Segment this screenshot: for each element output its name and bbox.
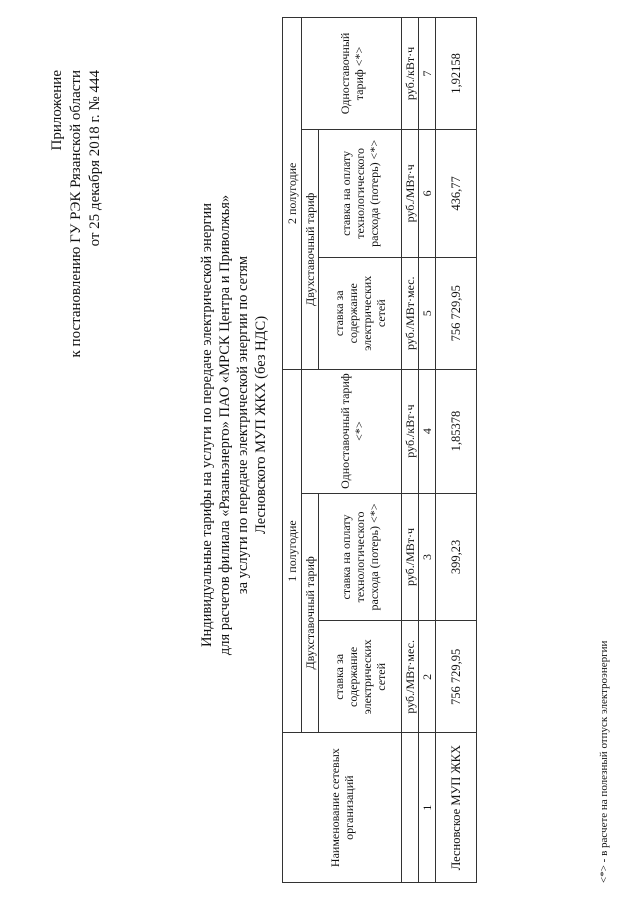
appendix-resolution: к постановлению ГУ РЭК Рязанской области [68,70,84,358]
half1-two-part-header: Двухставочный тариф [302,493,319,733]
col-number: 4 [419,369,436,493]
col-number: 7 [419,18,436,130]
col-number: 3 [419,493,436,621]
tariff-table [282,17,477,883]
value-cell: 756 729,95 [436,257,477,369]
half2-maintenance-header: ставка за содержание электрических сетей [319,257,402,369]
table-row [436,18,477,883]
half1-single-rate-header: Одноставочный тариф <*> [302,369,402,493]
col-number: 6 [419,129,436,257]
title-line-2: для расчетов филиала «Рязаньэнерго» ПАО «МРСК Центра и Приволжья» [217,194,233,656]
value-cell: 756 729,95 [436,621,477,733]
half2-single-rate-header: Одноставочный тариф <*> [302,18,402,130]
footnote: <*> - в расчете на полезный отпуск электроэнергии [598,640,610,883]
title-line-3: за услуги по передаче электрической энергии по сетям [235,255,251,595]
appendix-date-number: от 25 декабря 2018 г. № 444 [87,70,103,247]
unit-half2-maintenance: руб./МВт·мес. [402,257,419,369]
title-line-4: Лесновского МУП ЖКХ (без НДС) [253,315,269,535]
value-cell: 399,23 [436,493,477,621]
half1-losses-header: ставка на оплату технологического расхода (потерь) <*> [319,493,402,621]
value-cell: 1,92158 [436,18,477,130]
appendix-label: Приложение [49,70,65,151]
unit-empty [402,733,419,883]
half1-maintenance-header: ставка за содержание электрических сетей [319,621,402,733]
half1-header: 1 полугодие [283,369,302,733]
half2-two-part-header: Двухставочный тариф [302,129,319,369]
value-cell: 436,77 [436,129,477,257]
col-number: 5 [419,257,436,369]
half2-losses-header: ставка на оплату технологического расхода (потерь) <*> [319,129,402,257]
unit-half1-maintenance: руб./МВт·мес. [402,621,419,733]
unit-half1-losses: руб./МВт·ч [402,493,419,621]
unit-half2-single: руб./кВт·ч [402,18,419,130]
appendix-block [48,70,105,357]
org-header: Наименование сетевых организаций [283,733,402,883]
unit-half1-single: руб./кВт·ч [402,369,419,493]
org-name-cell: Лесновское МУП ЖКХ [436,733,477,883]
title-line-1: Индивидуальные тарифы на услуги по передаче электрической энергии [199,203,215,647]
col-number: 1 [419,733,436,883]
col-number: 2 [419,621,436,733]
value-cell: 1,85378 [436,369,477,493]
document-title [198,105,270,745]
half2-header: 2 полугодие [283,18,302,370]
unit-half2-losses: руб./МВт·ч [402,129,419,257]
